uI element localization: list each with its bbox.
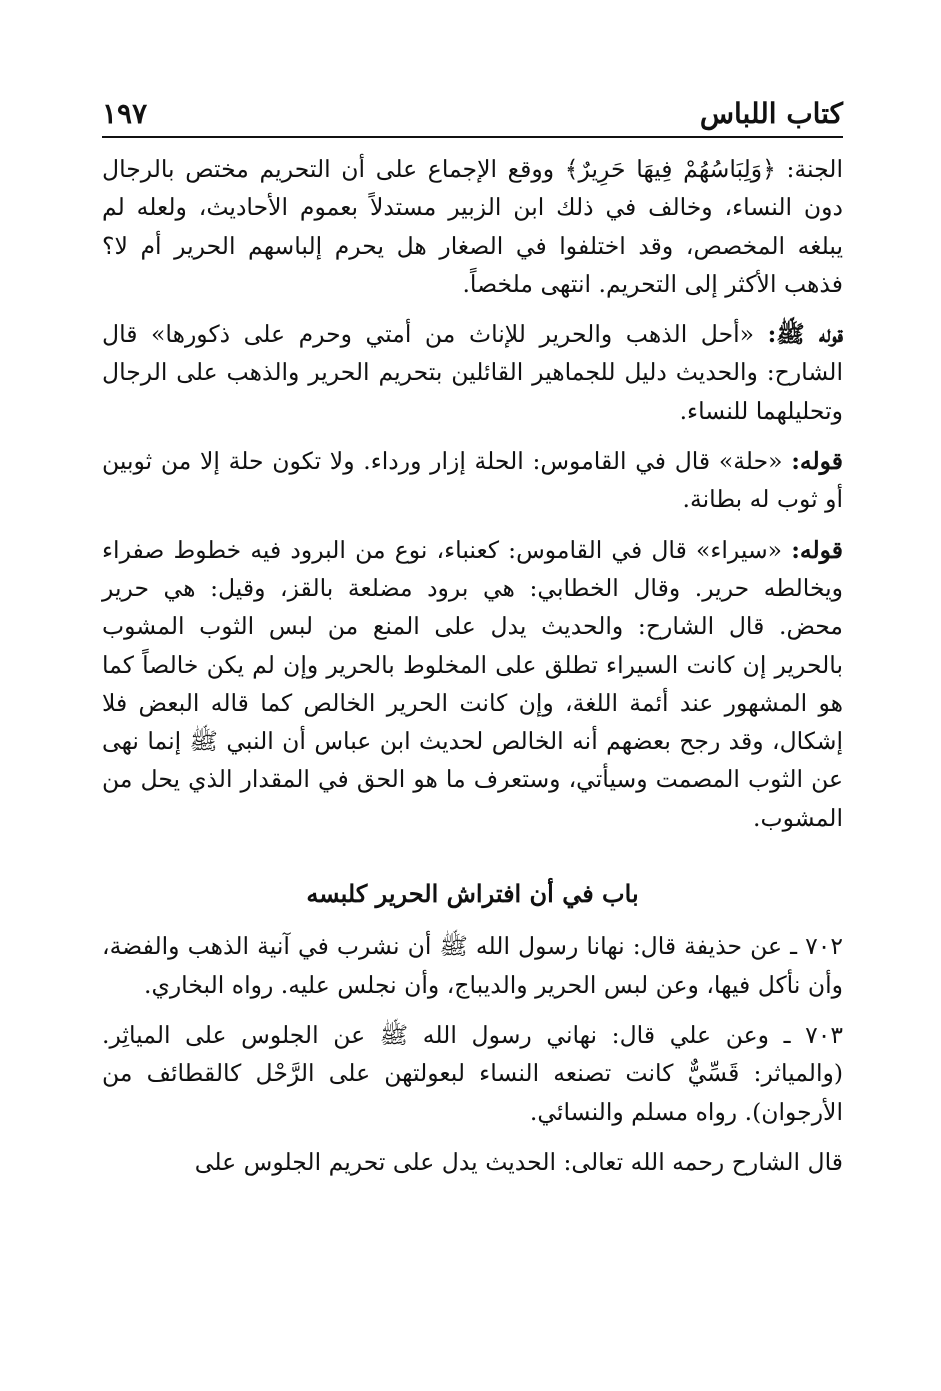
paragraph: قال الشارح رحمه الله تعالى: الحديث يدل على تحريم الجلوس على <box>194 1147 843 1176</box>
hadith-702: ٧٠٢ ـ عن حذيفة قال: نهانا رسول الله ﷺ أن نشرب في آنية الذهب والفضة، وأن نأكل فيها، وعن لبس الحرير والديباج، وأن نجلس عليه. رواه البخاري. <box>102 932 843 999</box>
paragraph <box>102 442 843 519</box>
paragraph-label: قوله ﷺ: <box>767 320 843 349</box>
paragraph: الجنة: ﴿وَلِبَاسُهُمْ فِيهَا حَرِيرٌ﴾ ووقع الإجماع على أن التحريم مختص بالرجال دون النساء، وخالف في ذلك ابن الزبير مستدلاً بعموم الأحاديث، ولعله لم يبلغه المخصص، وقد اختلفوا في الصغار هل يحرم إلباسهم الحرير أم لا؟ فذهب الأكثر إلى التحريم. انتهى ملخصاً. <box>102 155 843 298</box>
running-title: كتاب اللباس <box>699 97 843 130</box>
paragraph-label: قوله: <box>791 535 843 564</box>
paragraph <box>102 531 843 837</box>
paragraph-text: «أحل الذهب والحرير للإناث من أمتي وحرم على ذكورها» قال الشارح: والحديث دليل للجماهير القائلين بتحريم الحرير والذهب على الرجال وتحليلهما للنساء. <box>102 320 843 425</box>
paragraph-text: «سيراء» قال في القاموس: كعنباء، نوع من البرود فيه خطوط صفراء ويخالطه حرير. وقال الخطابي: هي برود مضلعة بالقز، وقيل: هي حرير محض. قال الشارح: والحديث يدل على المنع من لبس الثوب المشوب بالحرير إن كانت السيراء تطلق على المخلوط بالحرير وإن لم يكن خالصاً كما هو المشهور عند أئمة اللغة، وإن كانت الحرير الخالص كما قاله البعض فلا إشكال، وقد رجح بعضهم أنه الخالص لحديث ابن عباس أن النبي ﷺ إنما نهى عن الثوب المصمت وسيأتي، وستعرف ما هو الحق في المقدار الذي يحل من المشوب. <box>102 535 843 832</box>
section-heading: باب في أن افتراش الحرير كلبسه <box>306 879 639 909</box>
header-rule <box>102 136 843 138</box>
paragraph-label: قوله: <box>791 447 843 476</box>
page-number: ١٩٧ <box>102 97 148 130</box>
hadith-703: ٧٠٣ ـ وعن علي قال: نهاني رسول الله ﷺ عن الجلوس على المياثِر. (والمياثر: قَسِّيٌّ كانت تصنعه النساء لبعولتهن على الرَّحْل كالقطائف من الأرجوان). رواه مسلم والنسائي. <box>102 1020 843 1126</box>
page-header <box>102 80 843 130</box>
paragraph <box>102 315 843 430</box>
paragraph-text: «حلة» قال في القاموس: الحلة إزار ورداء. ولا تكون حلة إلا من ثوبين أو ثوب له بطانة. <box>102 447 843 514</box>
page-body <box>102 150 843 1193</box>
